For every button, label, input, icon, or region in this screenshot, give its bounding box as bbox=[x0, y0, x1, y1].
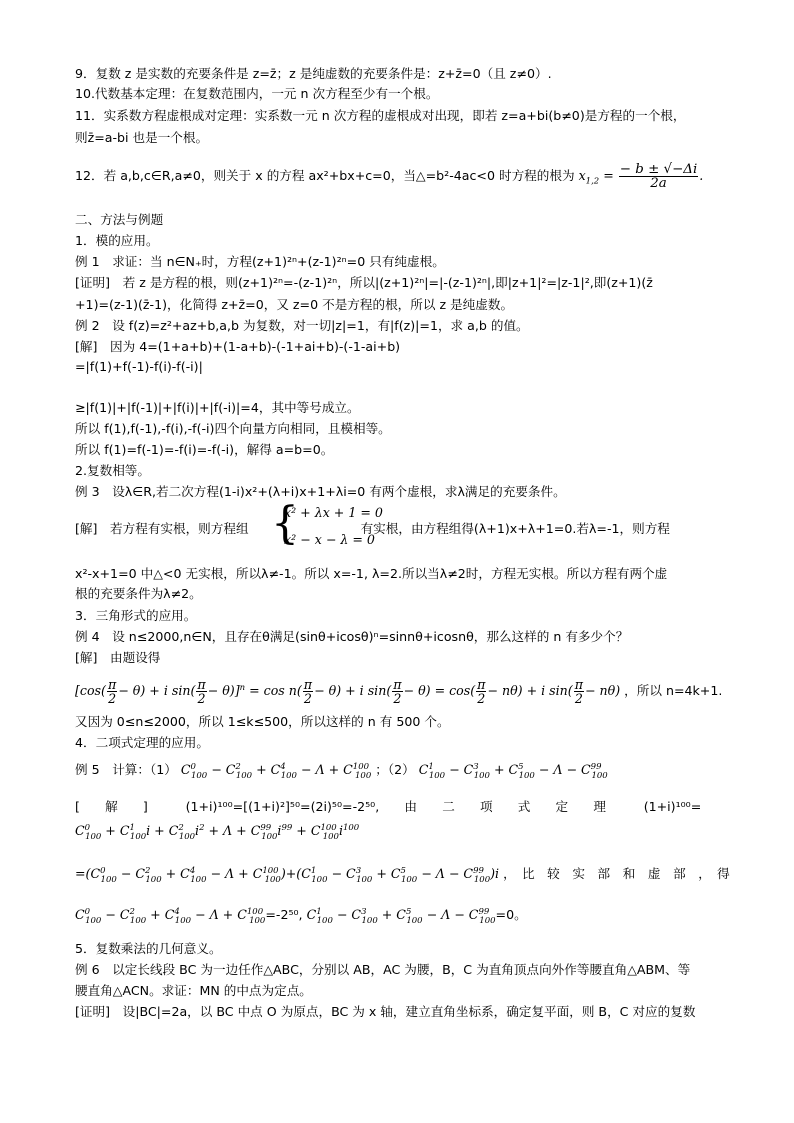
solution-2-line2: =|f(1)+f(-1)-f(i)-f(-i)| bbox=[75, 359, 203, 374]
sum-1: $C^0_{100} - C^2_{100} + C^4_{100} - \Lambda + C^{100}_{100}$ bbox=[180, 761, 372, 781]
item-9: 9．复数 z 是实数的充要条件是 z=z̄；z 是纯虚数的充要条件是：z+z̄=0（且 z≠0）. bbox=[75, 66, 552, 81]
item-12-text: 12．若 a,b,c∈R,a≠0，则关于 x 的方程 ax²+bx+c=0，当△=b²-4ac<0 时方程的根为 bbox=[75, 168, 575, 183]
system-brace: { bbox=[271, 498, 299, 549]
result-a: =-2⁵⁰, bbox=[265, 907, 303, 922]
item-11-line2: 则z̄=a-bi 也是一个根。 bbox=[75, 130, 209, 145]
solution-3-pre: [解] 若方程有实根，则方程组 bbox=[75, 521, 249, 536]
sum-2: $C^1_{100} - C^3_{100} + C^5_{100} - \Lambda - C^{99}_{100}$ bbox=[418, 761, 608, 781]
trig-identity: [cos( $\frac{\pi}{2}$ − θ) + i sin( $\frac{\pi}{2}$ − θ)]$^n$ = cos n( $\frac{\pi}{2}$ − θ) + i sin( $\frac{\pi}{2}$ − θ) = cos( $\frac{\pi}{2}$ − nθ) + i sin( $\frac{\pi}{2}$ − nθ) bbox=[75, 677, 621, 706]
section-methods-title: 二、方法与例题 bbox=[75, 212, 164, 227]
subsection-3: 3．三角形式的应用。 bbox=[75, 608, 197, 623]
solution-3-line2: x²-x+1=0 中△<0 无实根，所以λ≠-1。所以 x=-1, λ=2.所以当λ≠2时，方程无实根。所以方程有两个虚 bbox=[75, 566, 668, 581]
proof-1-line1: [证明] 若 z 是方程的根，则(z+1)²ⁿ=-(z-1)²ⁿ，所以|(z+1)²ⁿ|=|-(z-1)²ⁿ|,即|z+1|²=|z-1|²,即(z+1)(z̄ bbox=[75, 275, 653, 290]
binomial-expansion: $C^0_{100} + C^1_{100}i + C^2_{100}i^2 + \Lambda + C^{99}_{100}i^{99} + C^{100}_{100}i^{100}$ bbox=[75, 822, 360, 842]
item-10: 10.代数基本定理：在复数范围内，一元 n 次方程至少有一个根。 bbox=[75, 86, 439, 101]
solution-5-result: $C^0_{100} - C^2_{100} + C^4_{100} - \Lambda + C^{100}_{100}=-2^{50}$, $C^1_{100} - C^3_{100} + C^5_{100} - \Lambda - C^{99}_{100}=0$。 bbox=[75, 906, 527, 926]
solution-4-line1: [解] 由题设得 bbox=[75, 650, 161, 665]
subsection-1: 1．模的应用。 bbox=[75, 233, 159, 248]
system-eq1: x² + λx + 1 = 0 bbox=[284, 505, 383, 520]
subsection-5: 5．复数乘法的几何意义。 bbox=[75, 941, 222, 956]
proof-6: [证明] 设|BC|=2a，以 BC 中点 O 为原点，BC 为 x 轴，建立直角坐标系，确定复平面，则 B，C 对应的复数 bbox=[75, 1004, 696, 1019]
system-eq2: x² − x − λ = 0 bbox=[284, 532, 375, 547]
solution-5-tail: ， 比 较 实 部 和 虚 部 ， 得 bbox=[503, 866, 730, 881]
solution-5-header: [ 解 ] (1+i)¹⁰⁰=[(1+i)²]⁵⁰=(2i)⁵⁰=-2⁵⁰, 由 二 项 式 定 理 (1+i)¹⁰⁰= bbox=[75, 799, 702, 814]
example-3: 例 3 设λ∈R,若二次方程(1-i)x²+(λ+i)x+1+λi=0 有两个虚根，求λ满足的充要条件。 bbox=[75, 484, 566, 499]
example-5-mid: ；（2） bbox=[375, 762, 415, 777]
item-11-line1: 11．实系数方程虚根成对定理：实系数一元 n 次方程的虚根成对出现，即若 z=a+bi(b≠0)是方程的一个根， bbox=[75, 108, 686, 123]
subsection-4: 4．二项式定理的应用。 bbox=[75, 735, 209, 750]
solution-2-line3: ≥|f(1)|+|f(-1)|+|f(i)|+|f(-i)|=4，其中等号成立。 bbox=[75, 400, 360, 415]
example-2: 例 2 设 f(z)=z²+az+b,a,b 为复数，对一切|z|=1，有|f(z)|=1，求 a,b 的值。 bbox=[75, 318, 529, 333]
solution-2-line5: 所以 f(1)=f(-1)=-f(i)=-f(-i)，解得 a=b=0。 bbox=[75, 442, 334, 457]
solution-4-line3: 又因为 0≤n≤2000，所以 1≤k≤500，所以这样的 n 有 500 个。 bbox=[75, 714, 450, 729]
example-5-pre: 例 5 计算：（1） bbox=[75, 762, 177, 777]
item-12 bbox=[75, 163, 703, 190]
subsection-2: 2.复数相等。 bbox=[75, 463, 150, 478]
solution-2-line4: 所以 f(1),f(-1),-f(i),-f(-i)四个向量方向相同，且模相等。 bbox=[75, 421, 391, 436]
result-b: =0。 bbox=[495, 907, 527, 922]
solution-2-line1: [解] 因为 4=(1+a+b)+(1-a+b)-(-1+ai+b)-(-1-ai+b) bbox=[75, 339, 401, 354]
proof-1-line2: +1)=(z-1)(z̄-1)，化简得 z+z̄=0，又 z=0 不是方程的根，所以 z 是纯虚数。 bbox=[75, 297, 514, 312]
example-4: 例 4 设 n≤2000,n∈N，且存在θ满足(sinθ+icosθ)ⁿ=sinnθ+icosnθ，那么这样的 n 有多少个？ bbox=[75, 629, 629, 644]
solution-3-post: 有实根，由方程组得(λ+1)x+λ+1=0.若λ=-1，则方程 bbox=[360, 521, 670, 536]
solution-3-line3: 根的充要条件为λ≠2。 bbox=[75, 586, 202, 601]
solution-4-post: ，所以 n=4k+1. bbox=[624, 683, 723, 698]
example-5 bbox=[75, 761, 608, 781]
root-formula: $x_{1,2}$ = $\frac{- b \pm √-\Delta i}{2a}$ . bbox=[578, 162, 704, 191]
example-6-line1: 例 6 以定长线段 BC 为一边任作△ABC，分别以 AB，AC 为腰，B，C 为直角顶点向外作等腰直角△ABM、等 bbox=[75, 962, 691, 977]
example-6-line2: 腰直角△ACN。求证：MN 的中点为定点。 bbox=[75, 983, 312, 998]
example-1: 例 1 求证：当 n∈N₊时，方程(z+1)²ⁿ+(z-1)²ⁿ=0 只有纯虚根。 bbox=[75, 254, 445, 269]
solution-4-equation bbox=[75, 678, 722, 705]
solution-5-line2: $=(C^0_{100} - C^2_{100} + C^4_{100} - \Lambda + C^{100}_{100})+(C^1_{100} - C^3_{100} + C^5_{100} - \Lambda - C^{99}_{100})i$ ， 比 较 实 部 和 虚 部 ， 得 bbox=[75, 865, 730, 885]
